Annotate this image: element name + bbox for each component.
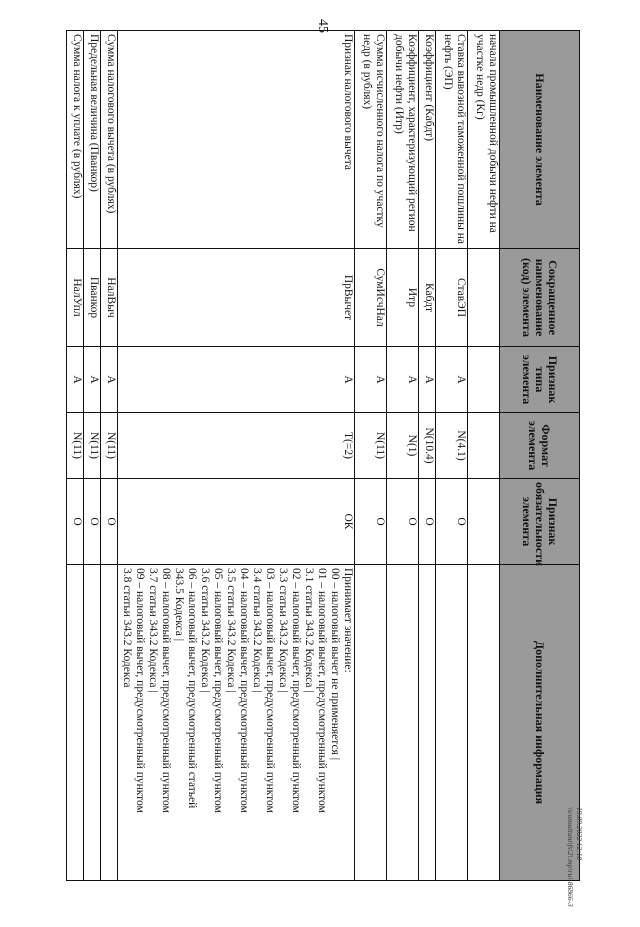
cell-type: А	[118, 347, 355, 413]
info-line: 3.6 статьи 343.2 Кодекса |	[199, 568, 211, 693]
cell-required	[468, 479, 500, 565]
info-line: 05 – налоговый вычет, предусмотренный пунктом	[212, 568, 224, 813]
cell-format: T(=2)	[118, 413, 355, 479]
cell-type: А	[387, 347, 419, 413]
header-format: Формат элемента	[500, 413, 580, 479]
table-header-row	[500, 31, 580, 881]
cell-required: О	[387, 479, 419, 565]
cell-required: О	[419, 479, 436, 565]
info-line: Принимает значение:	[342, 568, 354, 673]
info-line: 343.5 Кодекса |	[173, 568, 185, 642]
footer-line-2: \\consultant\fs\2\.mp\ru\-86866-3	[566, 807, 575, 907]
cell-type	[468, 347, 500, 413]
info-line: 04 – налоговый вычет, предусмотренный пунктом	[238, 568, 250, 813]
table-row	[436, 31, 468, 881]
table-row	[387, 31, 419, 881]
cell-format: N(11)	[355, 413, 387, 479]
cell-code: Кабдт	[419, 249, 436, 347]
cell-name: Признак налогового вычета	[118, 31, 355, 249]
cell-format: N(10.4)	[419, 413, 436, 479]
info-line: 3.5 статьи 343.2 Кодекса |	[225, 568, 237, 693]
cell-type: А	[101, 347, 118, 413]
info-line: 01 – налоговый вычет, предусмотренный пунктом	[316, 568, 328, 813]
cell-required: О	[355, 479, 387, 565]
cell-name: Ставка вывозной таможенной пошлины на нефть (ЭП)	[436, 31, 468, 249]
cell-code: ПрВычет	[118, 249, 355, 347]
cell-type: А	[84, 347, 101, 413]
rotated-table-container	[71, 30, 580, 880]
cell-format: N(11)	[101, 413, 118, 479]
cell-info	[436, 565, 468, 881]
page-number: 45	[315, 19, 330, 33]
cell-name: Сумма исчисленного налога по участку недр (в рублях)	[355, 31, 387, 249]
header-code: Сокращенное наименование (код) элемента	[500, 249, 580, 347]
cell-format: N(11)	[67, 413, 84, 479]
info-line: 00 – налоговый вычет не применяется |	[329, 568, 341, 761]
info-line: 3.3 статьи 343.2 Кодекса |	[277, 568, 289, 693]
cell-name: Предельная величина (Пванкор)	[84, 31, 101, 249]
info-line: 03 – налоговый вычет, предусмотренный пунктом	[264, 568, 276, 813]
cell-info	[387, 565, 419, 881]
cell-code: НалВыч	[101, 249, 118, 347]
cell-code	[468, 249, 500, 347]
table-row	[118, 31, 355, 881]
cell-type: А	[355, 347, 387, 413]
cell-code: НалУпл	[67, 249, 84, 347]
cell-format	[468, 413, 500, 479]
info-line: 3.1 статьи 343.2 Кодекса |	[303, 568, 315, 693]
info-line: 02 – налоговый вычет, предусмотренный пунктом	[290, 568, 302, 813]
footer-line-1: 19.09.2022 12:10	[575, 807, 584, 861]
cell-format: N(11)	[84, 413, 101, 479]
elements-table	[66, 30, 580, 881]
header-required: Признак обязательности элемента	[500, 479, 580, 565]
table-row	[101, 31, 118, 881]
cell-name: Коэффициент (Кабдт)	[419, 31, 436, 249]
cell-code: СтавЭП	[436, 249, 468, 347]
cell-info	[419, 565, 436, 881]
info-line: 09 – налоговый вычет, предусмотренный пунктом	[134, 568, 146, 813]
cell-info	[84, 565, 101, 881]
cell-required: О	[101, 479, 118, 565]
table-row	[355, 31, 387, 881]
header-name: Наименование элемента	[500, 31, 580, 249]
info-line: 08 – налоговый вычет, предусмотренный пунктом	[160, 568, 172, 813]
cell-code: Итр	[387, 249, 419, 347]
cell-format: N(4.1)	[436, 413, 468, 479]
cell-type: А	[67, 347, 84, 413]
cell-code: Пванкор	[84, 249, 101, 347]
table-row	[67, 31, 84, 881]
info-line: 3.8 статьи 343.2 Кодекса	[121, 568, 133, 688]
table-row	[468, 31, 500, 881]
table-row	[84, 31, 101, 881]
info-line: 3.4 статьи 343.2 Кодекса |	[251, 568, 263, 693]
cell-required: ОК	[118, 479, 355, 565]
cell-required: О	[84, 479, 101, 565]
footer-stamp	[566, 807, 584, 927]
cell-type: А	[436, 347, 468, 413]
cell-name: Сумма налогового вычета (в рублях)	[101, 31, 118, 249]
cell-code: СумИсчНал	[355, 249, 387, 347]
cell-required: О	[67, 479, 84, 565]
cell-name: Коэффициент, характеризующий регион добычи нефти (Итр)	[387, 31, 419, 249]
cell-info	[101, 565, 118, 881]
info-line: 06 – налоговый вычет, предусмотренный статьей	[186, 568, 198, 809]
header-type: Признак типа элемента	[500, 347, 580, 413]
cell-info	[118, 565, 355, 881]
cell-info	[468, 565, 500, 881]
cell-info	[355, 565, 387, 881]
cell-type: А	[419, 347, 436, 413]
cell-name: Сумма налога к уплате (в рублях)	[67, 31, 84, 249]
info-line: 3.7 статьи 343.2 Кодекса |	[147, 568, 159, 693]
header-info: Дополнительная информация	[500, 565, 580, 881]
cell-name: начала промышленной добычи нефти на участке недр (Кг)	[468, 31, 500, 249]
table-row	[419, 31, 436, 881]
cell-info	[67, 565, 84, 881]
cell-required: О	[436, 479, 468, 565]
cell-format: N(1)	[387, 413, 419, 479]
